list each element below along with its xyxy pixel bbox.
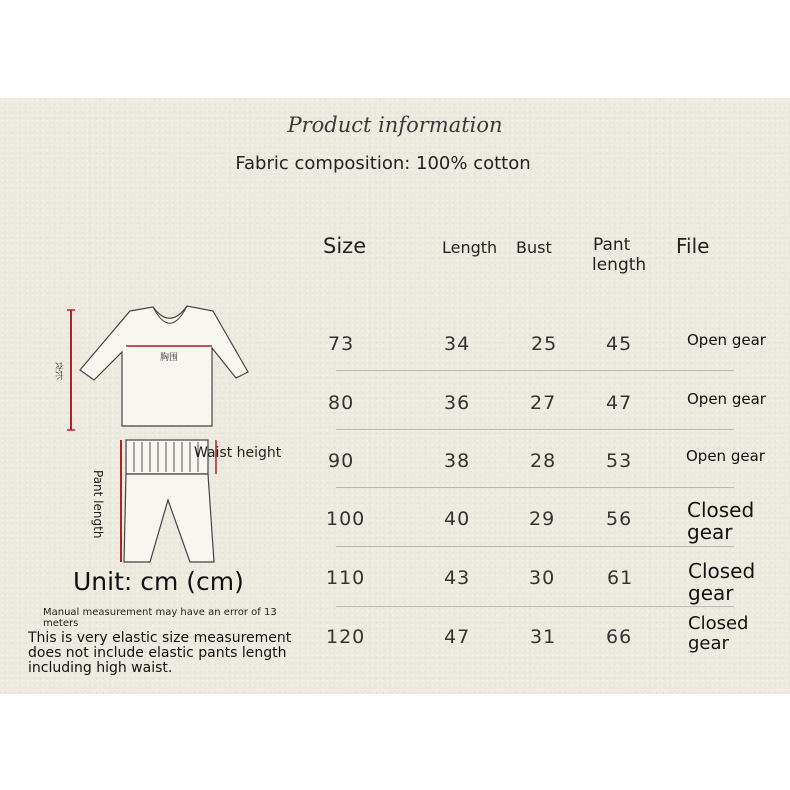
header-length: Length [442, 238, 498, 257]
row4-length: 40 [444, 508, 471, 530]
fabric-composition: Fabric composition: 100% cotton [235, 153, 531, 174]
waist-height-label: Waist height [194, 445, 282, 461]
top-garment-outline [80, 306, 248, 426]
row2-bust: 27 [530, 392, 557, 414]
row4-pant: 56 [606, 508, 633, 530]
header-size: Size [323, 234, 367, 258]
row6-pant: 66 [606, 626, 633, 648]
row5-file-line2: gear [688, 581, 734, 605]
measurement-error-note: Manual measurement may have an error of 13 meters [43, 607, 277, 629]
row6-file-line1: Closed [688, 613, 749, 634]
row3-bust: 28 [530, 450, 557, 472]
row3-pant: 53 [606, 450, 633, 472]
row6-file-line2: gear [688, 633, 729, 654]
row5-size: 110 [326, 567, 366, 589]
header-file: File [676, 234, 710, 258]
pants-legs-outline [124, 474, 214, 562]
top-length-label: 长衣 [56, 362, 66, 380]
row6-size: 120 [326, 626, 366, 648]
row6-bust: 31 [530, 626, 557, 648]
page-title: Product information [287, 113, 503, 137]
row1-length: 34 [444, 333, 471, 355]
row1-bust: 25 [531, 333, 558, 355]
row3-size: 90 [328, 450, 355, 472]
row1-file: Open gear [687, 331, 766, 349]
row4-file-line2: gear [687, 520, 733, 544]
row6-length: 47 [444, 626, 471, 648]
row2-length: 36 [444, 392, 471, 414]
row1-pant: 45 [606, 333, 633, 355]
pant-length-label: Pant length [91, 470, 105, 539]
header-pant-length-line1: Pant [593, 235, 631, 255]
row4-file-line1: Closed [687, 498, 755, 522]
bust-label: 胸围 [160, 353, 179, 363]
row4-size: 100 [326, 508, 366, 530]
row4-bust: 29 [529, 508, 556, 530]
unit-label: Unit: cm (cm) [73, 567, 244, 596]
row5-pant: 61 [607, 567, 634, 589]
row3-file: Open gear [686, 447, 765, 465]
header-pant-length-line2: length [592, 255, 647, 275]
row2-file: Open gear [687, 390, 766, 408]
row5-file-line1: Closed [688, 559, 756, 583]
row5-length: 43 [444, 567, 471, 589]
row3-length: 38 [444, 450, 471, 472]
row5-bust: 30 [529, 567, 556, 589]
row2-pant: 47 [606, 392, 633, 414]
row1-size: 73 [328, 333, 355, 355]
elastic-size-note: This is very elastic size measurement does not include elastic pants length including high waist. [28, 630, 292, 676]
row2-size: 80 [328, 392, 355, 414]
header-bust: Bust [516, 238, 552, 257]
